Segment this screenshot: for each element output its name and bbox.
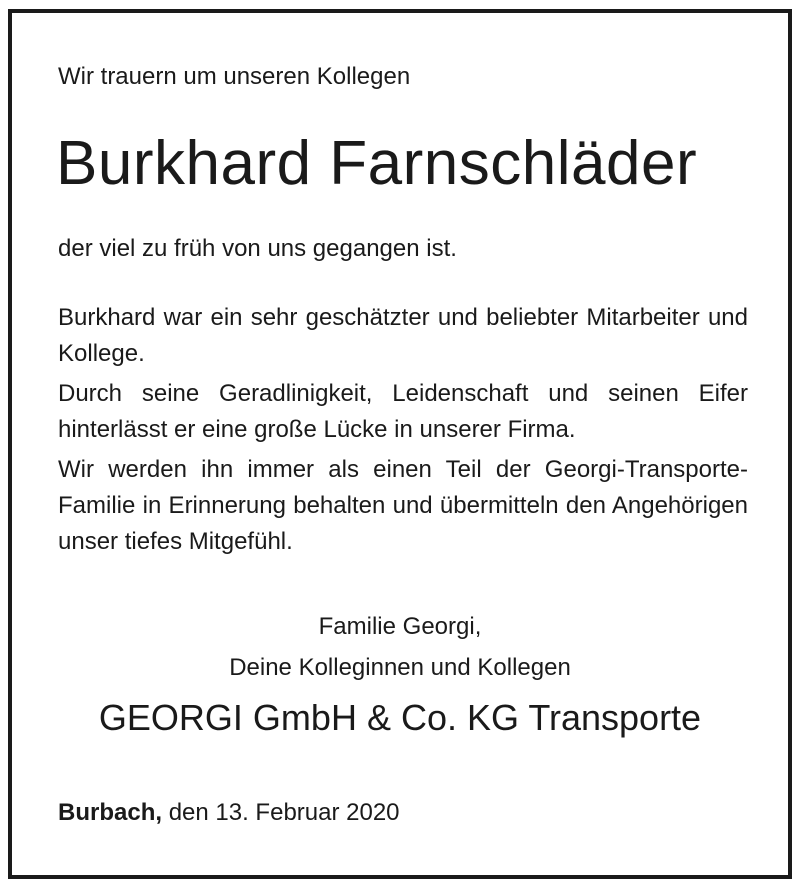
deceased-name: Burkhard Farnschläder [56, 129, 698, 198]
paragraph: Durch seine Geradlinigkeit, Leidenschaft und seinen Eifer hinterlässt er eine große Lücke in unserer Firma. [58, 380, 748, 443]
obituary-frame [8, 9, 792, 879]
message-body [58, 300, 748, 564]
paragraph: Wir werden ihn immer als einen Teil der Georgi-Transporte-Familie in Erinnerung behalten und übermitteln den Angehörigen unser tiefes Mitgefühl. [58, 456, 748, 555]
place-date-text: den 13. Februar 2020 [168, 799, 400, 826]
subline: der viel zu früh von uns gegangen ist. [58, 235, 457, 262]
intro-line: Wir trauern um unseren Kollegen [58, 63, 411, 90]
paragraph: Burkhard war ein sehr geschätzter und beliebter Mitarbeiter und Kollege. [58, 304, 748, 367]
signature-colleagues: Deine Kolleginnen und Kollegen [229, 654, 571, 681]
signature-company: GEORGI GmbH & Co. KG Transporte [98, 697, 702, 738]
place-date [58, 799, 400, 827]
place-city: Burbach, [58, 799, 163, 826]
signature-family: Familie Georgi, [318, 613, 482, 640]
